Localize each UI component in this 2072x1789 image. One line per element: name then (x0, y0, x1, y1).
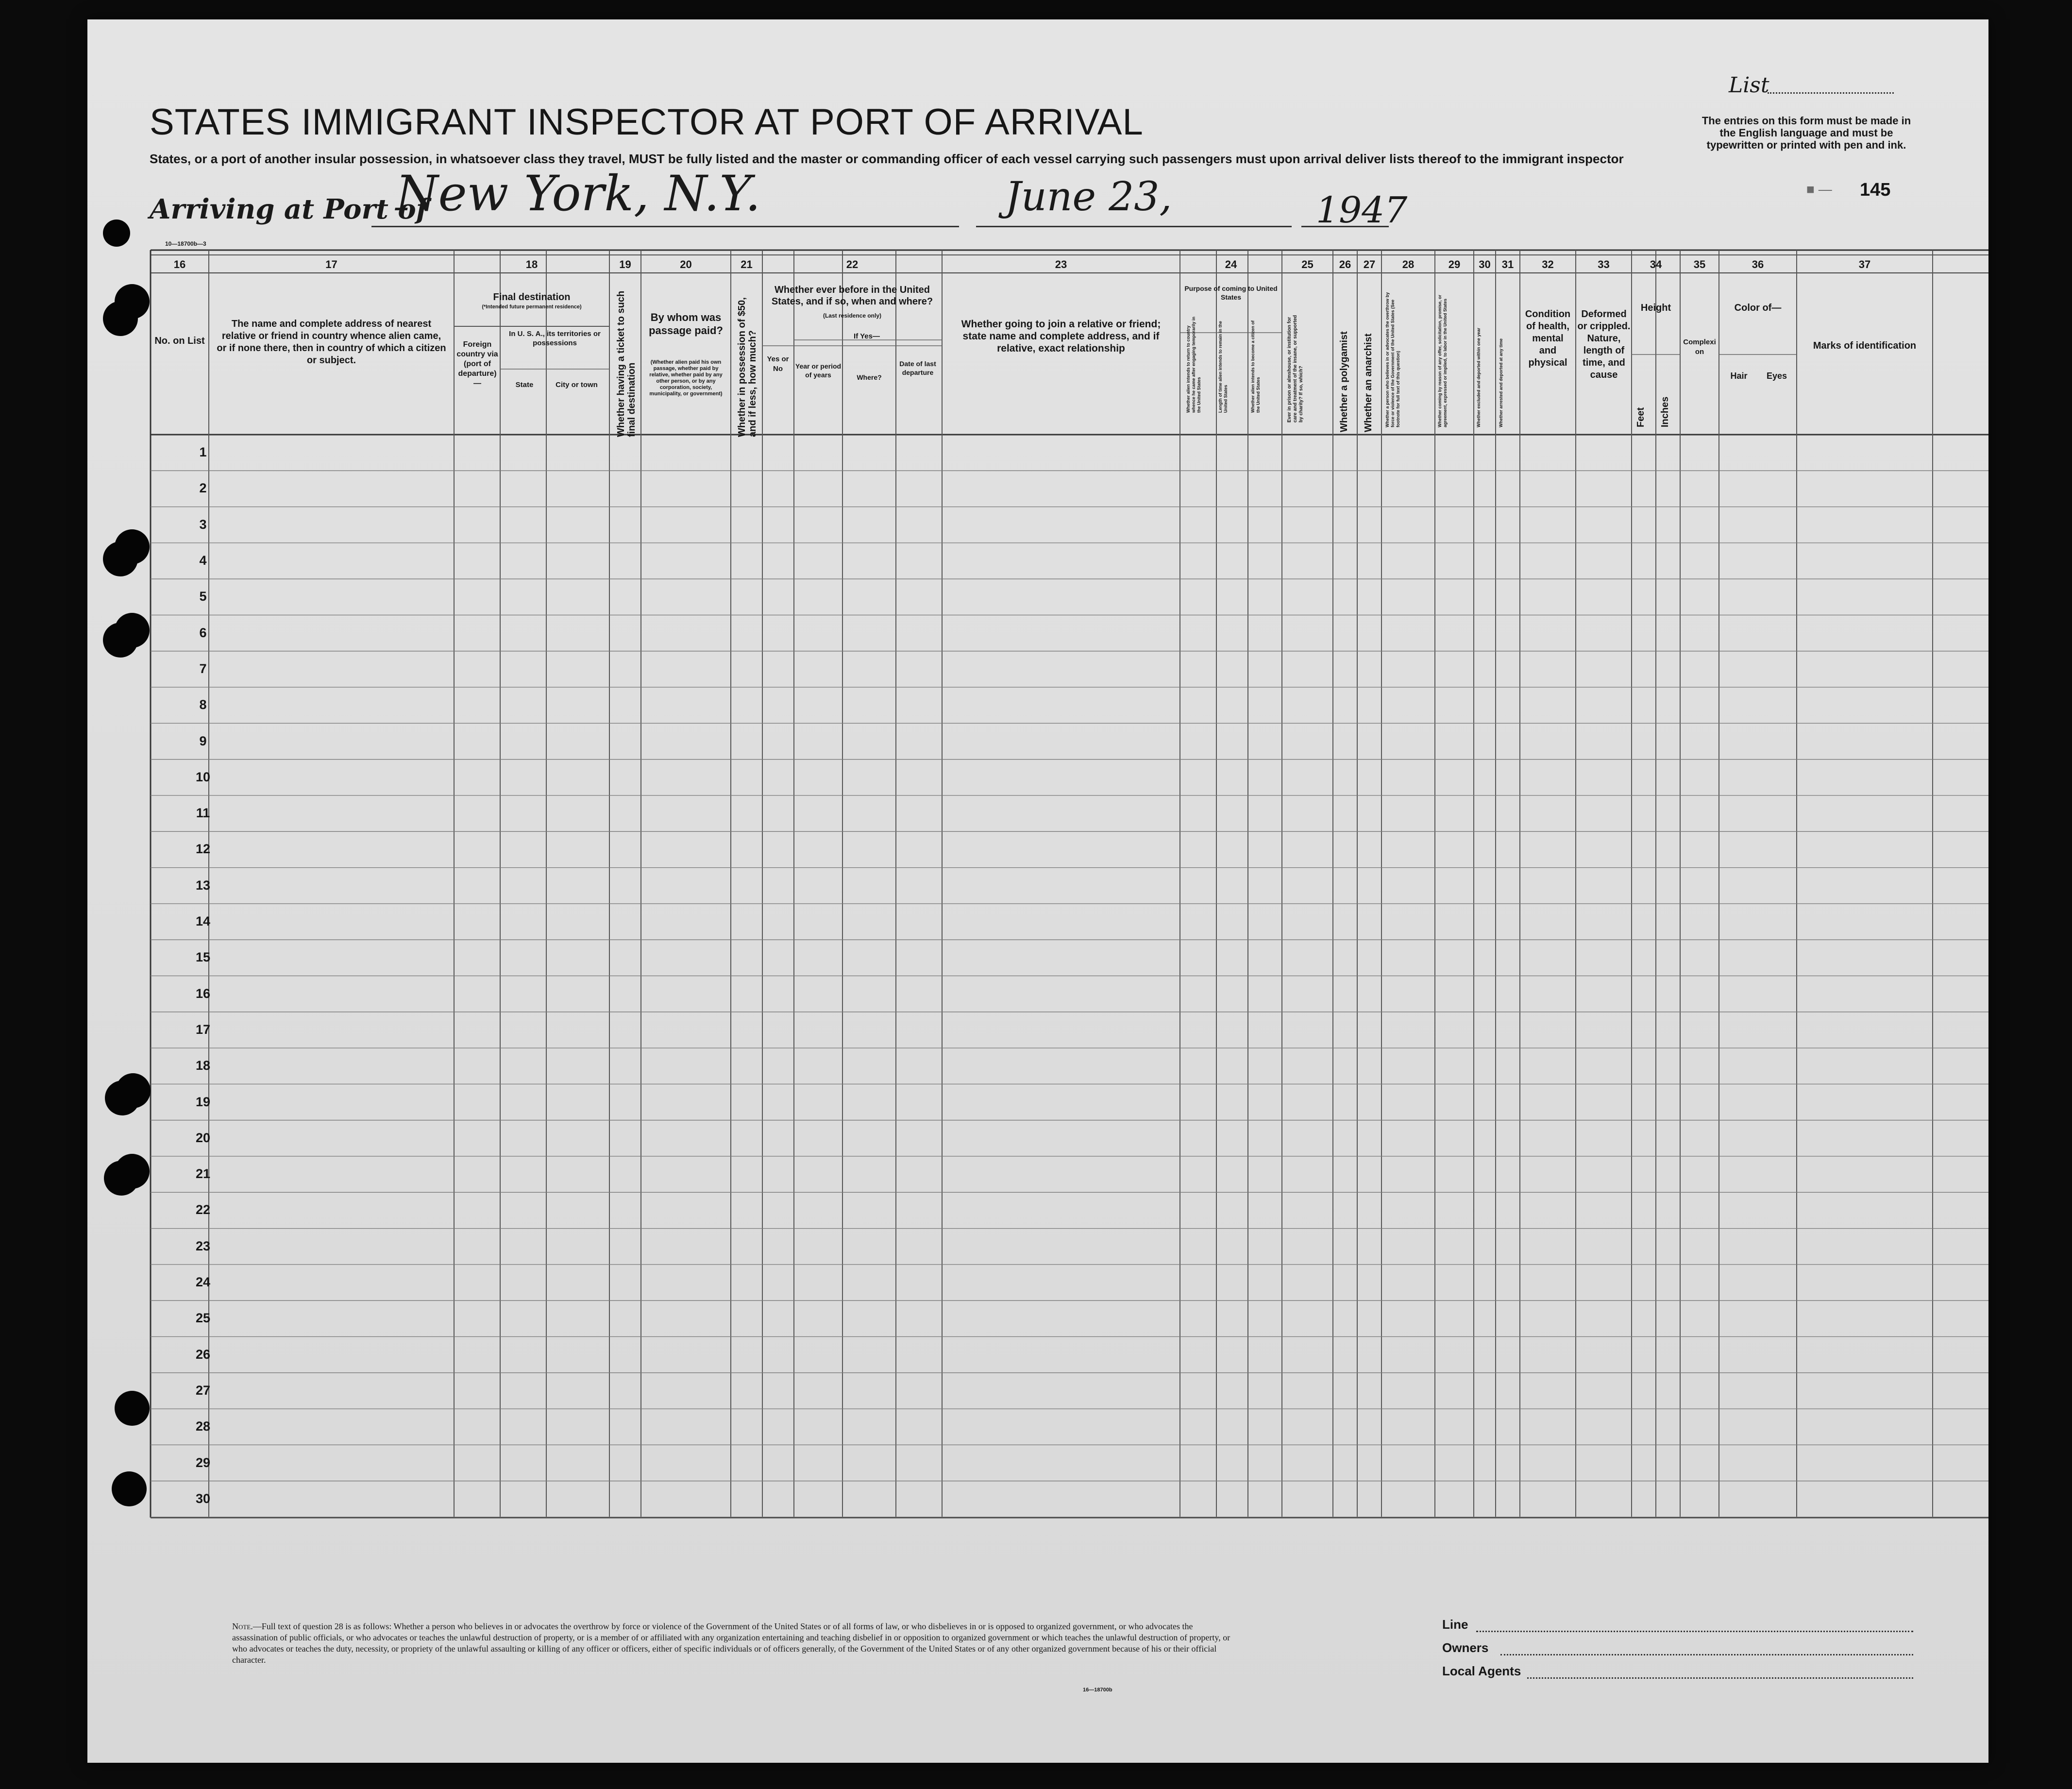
colnum-27: 27 (1363, 258, 1376, 270)
binder-hole (103, 541, 138, 576)
row-number: 25 (195, 1311, 211, 1326)
header-passage-paid: By whom was passage paid? (649, 311, 723, 337)
arrival-label: Arriving at Port of (150, 193, 428, 225)
header-city: City or town (556, 381, 598, 389)
table-grid-lines (87, 19, 1988, 1763)
row-number: 15 (195, 950, 211, 965)
header-where: Where? (857, 373, 882, 381)
colnum-23: 23 (1055, 258, 1067, 270)
row-number: 23 (195, 1238, 211, 1253)
header-final-destination-sub: (*Intended future permanent residence) (482, 304, 582, 310)
row-number: 21 (195, 1166, 211, 1181)
colnum-22: 22 (846, 258, 859, 270)
arrival-port: New York, N.Y. (396, 165, 761, 222)
local-agents-label: Local Agents (1442, 1664, 1521, 1678)
header-passage-paid-sub: (Whether alien paid his own passage, whether paid by relative, whether paid by any other person, or by any corporation, society, municipality, or government) (649, 359, 723, 397)
row-number: 22 (195, 1202, 211, 1217)
line-label: Line (1442, 1617, 1468, 1632)
header-excluded-deported: Whether excluded and deported within one year (1476, 327, 1481, 427)
header-labor-offer: Whether coming by reason of any offer, solicitation, promise, or agreement, expressed or implied, to labor in the United States (1437, 294, 1448, 427)
header-eyes: Eyes (1766, 371, 1787, 381)
page-number: 145 (1860, 180, 1891, 200)
footnote-label: Note. (232, 1621, 253, 1631)
owners-field[interactable] (1500, 1654, 1913, 1655)
header-marks-identification: Marks of identification (1813, 340, 1917, 351)
header-anarchist: Whether an anarchist (1363, 333, 1374, 432)
binder-hole (103, 219, 130, 247)
header-purpose-return: Whether alien intends to return to country whence he came after engaging temporarily in the United States (1186, 316, 1201, 413)
colnum-35: 35 (1693, 258, 1706, 270)
header-in-usa: In U. S. A., its territories or possessions (509, 330, 601, 347)
colnum-31: 31 (1501, 258, 1514, 270)
arrival-date: June 23, (1005, 174, 1172, 220)
header-overthrow-question: Whether a person who believes in or advocates the overthrow by force or violence of the Government of the United States (See footnote for full text of this question) (1385, 292, 1400, 427)
colnum-16: 16 (173, 258, 186, 270)
binder-hole (105, 1080, 140, 1115)
colnum-17: 17 (325, 258, 337, 270)
colnum-32: 32 (1542, 258, 1554, 270)
header-foreign-country: Foreign country via (port of departure)— (456, 340, 498, 388)
form-subtitle: States, or a port of another insular possession, in whatsoever class they travel, MUST be fully listed and the master or commanding officer of each vessel carrying such passengers must upon arrival deliver lists thereof to the immigrant inspector (150, 152, 1624, 166)
form-instructions: The entries on this form must be made in the English language and must be typewritten or printed with pen and ink. (1701, 115, 1911, 151)
local-agents-field[interactable] (1527, 1677, 1913, 1679)
header-purpose-citizen: Whether alien intends to become a citizen of the United States (1250, 320, 1261, 413)
colnum-34: 34 (1650, 258, 1662, 270)
header-height-feet: Feet (1635, 407, 1646, 427)
colnum-20: 20 (680, 258, 692, 270)
row-number: 14 (195, 914, 211, 929)
header-final-destination: Final destination (493, 292, 571, 303)
row-number: 24 (195, 1275, 211, 1290)
header-height-inches: Inches (1660, 396, 1670, 427)
footnote (232, 1621, 1237, 1666)
page-prefix-mark: ■ — (1806, 182, 1832, 197)
colnum-18: 18 (525, 258, 538, 270)
colnum-26: 26 (1339, 258, 1351, 270)
header-going-to-join: Whether going to join a relative or friend; state name and complete address, and if relative, exact relationship (961, 319, 1161, 354)
header-deformed: Deformed or crippled. Nature, length of time, and cause (1577, 309, 1631, 380)
header-health: Condition of health, mental and physical (1525, 309, 1571, 368)
header-nearest-relative: The name and complete address of nearest relative or friend in country whence alien came, or if none there, then in country of which a citizen or subject. (217, 319, 446, 366)
colnum-36: 36 (1752, 258, 1764, 270)
row-number: 6 (199, 625, 207, 640)
row-number: 12 (195, 842, 211, 857)
form-code: 10—18700b—3 (165, 240, 206, 247)
row-number: 5 (199, 589, 207, 604)
binder-hole (112, 1471, 147, 1506)
manifest-sheet (87, 19, 1988, 1763)
header-state: State (515, 381, 534, 389)
header-complexion: Complexion (1683, 338, 1716, 356)
row-number: 7 (199, 661, 207, 676)
header-purpose-length: Length of time alien intends to remain in the United States (1218, 321, 1228, 413)
header-no-on-list: No. on List (154, 336, 205, 346)
colnum-24: 24 (1225, 258, 1237, 270)
colnum-28: 28 (1402, 258, 1415, 270)
row-number: 26 (195, 1347, 211, 1362)
header-purpose: Purpose of coming to United States (1184, 285, 1278, 301)
colnum-29: 29 (1448, 258, 1461, 270)
row-number: 11 (196, 806, 210, 821)
colnum-33: 33 (1598, 258, 1610, 270)
footnote-text: —Full text of question 28 is as follows: Whether a person who believes in or advocates the overthrow by force or violence of the Government of the United States or of all forms of law, or who disbelieves in or is opposed to organized government, or who advocates the assassination of public officials, or who advocates or teaches the unlawful destruction of property, or is a member of or affiliated with any organization entertaining and teaching disbelief in or opposition to organized government or which teaches the unlawful destruction of property, or who advocates or teaches the duty, necessity, or propriety of the unlawful assaulting or killing of any officer or officers, either of specific individuals or of officers generally, of the Government of the United States or of any other organized government because of his or their official character. (232, 1621, 1230, 1665)
binder-hole (103, 301, 138, 336)
list-label: List (1729, 73, 1769, 98)
row-number: 29 (195, 1455, 211, 1470)
row-number: 27 (195, 1383, 211, 1398)
form-code-bottom: 16—18700b (1083, 1687, 1112, 1693)
colnum-37: 37 (1858, 258, 1871, 270)
line-field[interactable] (1476, 1631, 1913, 1632)
row-number: 17 (195, 1022, 211, 1037)
header-year-period: Year or period of years (795, 362, 842, 379)
header-yes-no: Yes or No (767, 355, 789, 373)
row-number: 28 (195, 1419, 211, 1434)
row-number: 13 (195, 878, 211, 893)
form-title: STATES IMMIGRANT INSPECTOR AT PORT OF ARRIVAL (150, 101, 1144, 143)
row-number: 16 (195, 986, 211, 1001)
header-height: Height (1640, 303, 1671, 313)
owners-label: Owners (1442, 1640, 1489, 1655)
header-ever-before-us: Whether ever before in the United States, and if so, when and where? (771, 285, 933, 307)
header-polygamist: Whether a polygamist (1339, 331, 1349, 432)
row-number: 30 (195, 1491, 211, 1506)
binder-hole (115, 1391, 150, 1426)
binder-hole (103, 623, 138, 658)
header-arrested-deported: Whether arrested and deported at any time (1499, 338, 1503, 427)
colnum-21: 21 (741, 258, 753, 270)
header-ever-before-sub: (Last residence only) (823, 312, 882, 319)
row-number: 1 (199, 445, 207, 460)
header-date-last-departure: Date of last departure (899, 360, 936, 376)
row-number: 18 (195, 1058, 211, 1073)
binder-hole (104, 1161, 139, 1196)
header-prison-almshouse: Ever in prison or almshouse, or institution for care and treatment of the insane, or supported by charity? If so, which? (1287, 315, 1304, 422)
row-number: 3 (199, 517, 207, 532)
row-number: 8 (199, 697, 207, 712)
row-number: 4 (199, 553, 207, 568)
arrival-year: 1947 (1316, 189, 1408, 231)
colnum-25: 25 (1301, 258, 1314, 270)
header-ticket: Whether having a ticket to such final destination (616, 290, 637, 437)
row-number: 2 (199, 481, 207, 496)
row-number: 9 (199, 733, 207, 748)
header-hair: Hair (1730, 371, 1748, 381)
colnum-30: 30 (1479, 258, 1491, 270)
header-color-of: Color of— (1734, 303, 1782, 313)
row-number: 20 (195, 1130, 211, 1145)
row-number: 10 (195, 769, 211, 784)
header-possession-50: Whether in possession of $50, and if less, how much? (737, 297, 758, 437)
colnum-19: 19 (619, 258, 631, 270)
row-number: 19 (195, 1094, 211, 1109)
header-if-yes: If Yes— (854, 332, 880, 340)
